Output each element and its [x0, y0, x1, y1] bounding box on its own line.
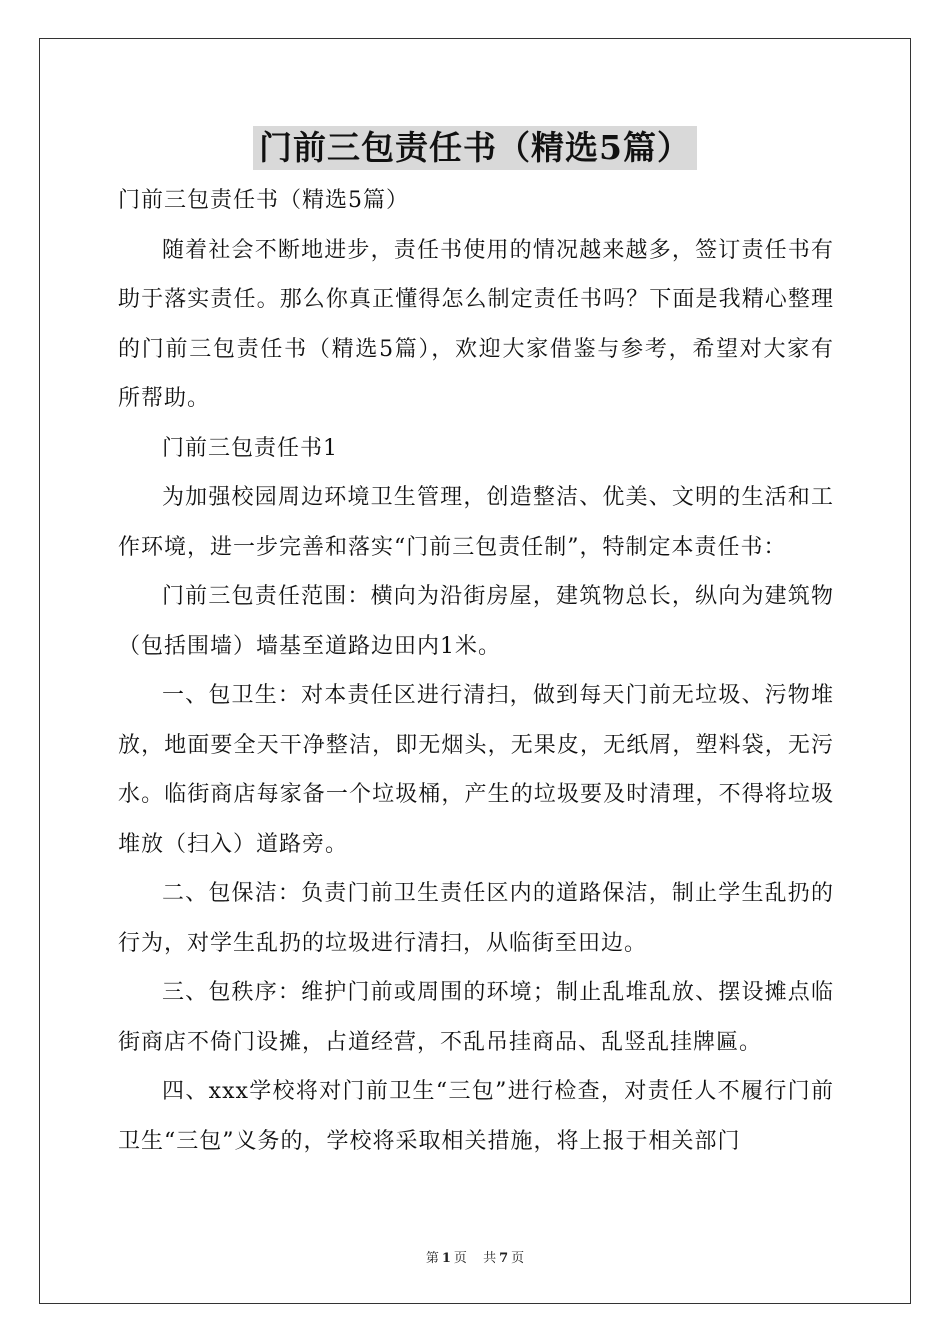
paragraph-4: 门前三包责任范围：横向为沿街房屋，建筑物总长，纵向为建筑物（包括围墙）墙基至道路边田内1米。 — [118, 584, 834, 659]
paragraph-2: 门前三包责任书1 — [162, 435, 338, 461]
total-pages: 7 — [499, 1251, 509, 1266]
total-prefix: 共 — [483, 1251, 497, 1266]
paragraph-0: 门前三包责任书（精选5篇） — [118, 188, 409, 213]
page-footer — [0, 1247, 950, 1266]
document-title: 门前三包责任书（精选5篇） — [253, 126, 697, 170]
page-prefix: 第 — [425, 1251, 439, 1266]
page-suffix: 页 — [453, 1251, 467, 1266]
page-indicator — [423, 1251, 470, 1266]
page-number: 1 — [441, 1251, 451, 1266]
title-wrap — [0, 126, 950, 170]
paragraph-1: 随着社会不断地进步，责任书使用的情况越来越多，签订责任书有助于落实责任。那么你真正懂得怎么制定责任书吗？下面是我精心整理的门前三包责任书（精选5篇），欢迎大家借鉴与参考，希望对大家有所帮助。 — [118, 237, 834, 411]
paragraph-5: 一、包卫生：对本责任区进行清扫，做到每天门前无垃圾、污物堆放，地面要全天干净整洁，即无烟头，无果皮，无纸屑，塑料袋，无污水。临街商店每家备一个垃圾桶，产生的垃圾要及时清理，不得将垃圾堆放（扫入）道路旁。 — [118, 683, 834, 857]
paragraph-8: 四、xxx学校将对门前卫生“三包”进行检查，对责任人不履行门前卫生“三包”义务的，学校将采取相关措施，将上报于相关部门 — [118, 1079, 834, 1154]
document-body — [118, 176, 834, 1166]
paragraph-3: 为加强校园周边环境卫生管理，创造整洁、优美、文明的生活和工作环境，进一步完善和落实“门前三包责任制”，特制定本责任书： — [118, 485, 834, 560]
total-indicator — [480, 1251, 527, 1266]
paragraph-6: 二、包保洁：负责门前卫生责任区内的道路保洁，制止学生乱扔的行为，对学生乱扔的垃圾进行清扫，从临街至田边。 — [118, 881, 834, 956]
total-suffix: 页 — [511, 1251, 525, 1266]
paragraph-7: 三、包秩序：维护门前或周围的环境；制止乱堆乱放、摆设摊点临街商店不倚门设摊，占道经营，不乱吊挂商品、乱竖乱挂牌匾。 — [118, 980, 834, 1055]
